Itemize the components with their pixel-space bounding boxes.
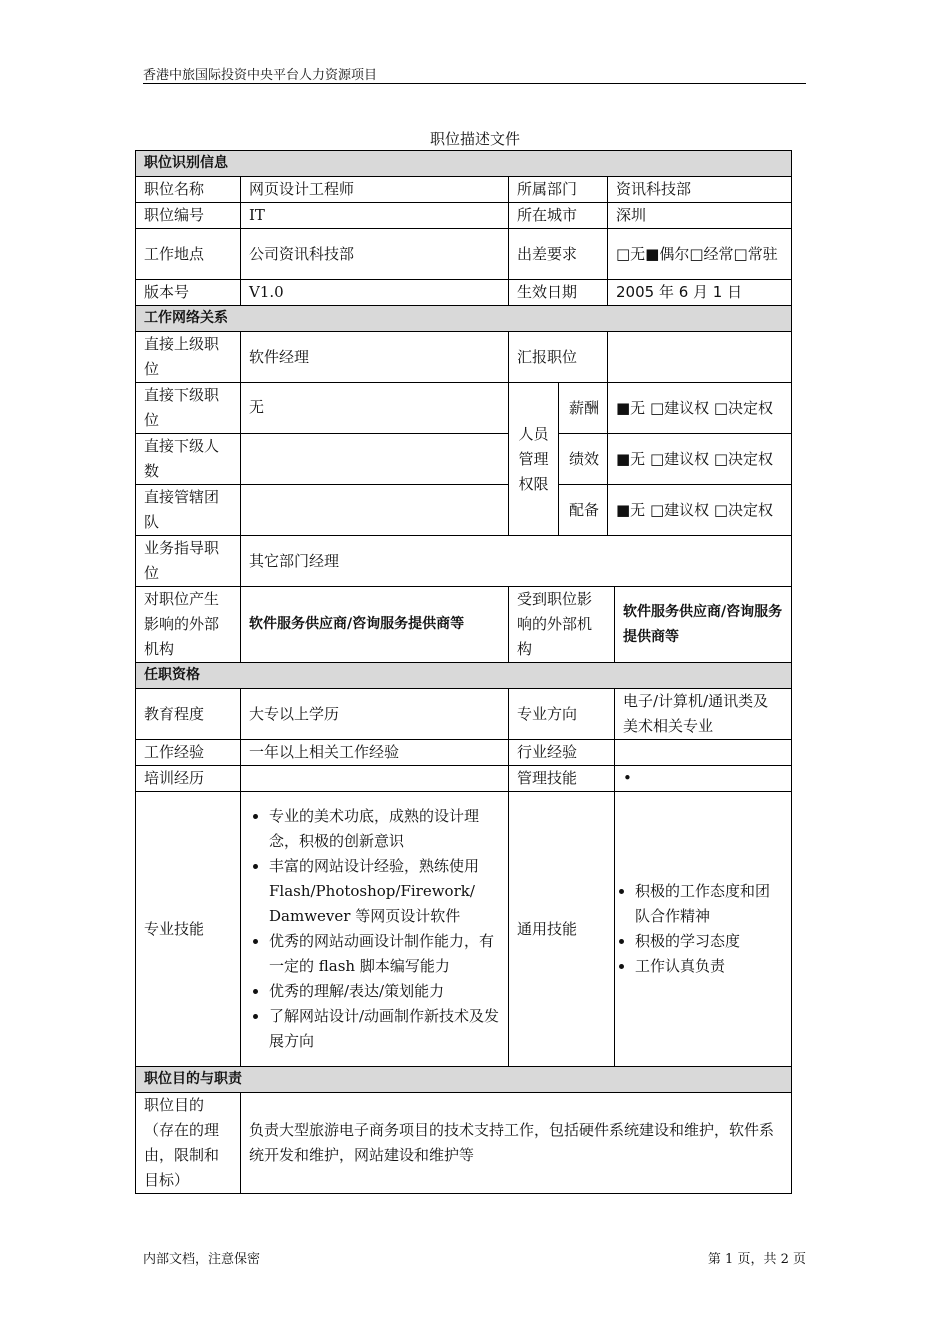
subordinate-count-value xyxy=(241,434,509,485)
pro-skill-item: • 优秀的理解/表达/策划能力 xyxy=(269,979,500,1004)
dept-label: 所属部门 xyxy=(509,177,608,203)
superior-label: 直接上级职位 xyxy=(136,332,241,383)
staffing-label: 配备 xyxy=(559,485,608,536)
footer-confidential: 内部文档，注意保密 xyxy=(143,1252,261,1267)
effective-label: 生效日期 xyxy=(509,280,608,306)
mgmt-label: 管理技能 xyxy=(509,766,615,792)
major-value: 电子/计算机/通讯类及美术相关专业 xyxy=(615,689,792,740)
general-skill-item: • 积极的学习态度 xyxy=(635,929,783,954)
position-name-label: 职位名称 xyxy=(136,177,241,203)
city-value: 深圳 xyxy=(608,203,792,229)
city-label: 所在城市 xyxy=(509,203,608,229)
influence-out-label: 对职位产生影响的外部机构 xyxy=(136,587,241,663)
influence-out-value: 软件服务供应商/咨询服务提供商等 xyxy=(241,587,509,663)
section-network: 工作网络关系 xyxy=(136,306,792,332)
superior-value: 软件经理 xyxy=(241,332,509,383)
job-description-table xyxy=(135,150,792,1194)
header-rule xyxy=(143,83,806,84)
influenced-label: 受到职位影响的外部机构 xyxy=(509,587,615,663)
team-label: 直接管辖团队 xyxy=(136,485,241,536)
footer-page-number: 第 1 页，共 2 页 xyxy=(707,1252,806,1267)
section-identity: 职位识别信息 xyxy=(136,151,792,177)
performance-value: ■无 □建议权 □决定权 xyxy=(608,434,792,485)
location-value: 公司资讯科技部 xyxy=(241,229,509,280)
subordinate-value: 无 xyxy=(241,383,509,434)
education-label: 教育程度 xyxy=(136,689,241,740)
general-skill-item: • 工作认真负责 xyxy=(635,954,783,979)
pro-skill-item: • 了解网站设计/动画制作新技术及发展方向 xyxy=(269,1004,500,1054)
team-value xyxy=(241,485,509,536)
salary-value: ■无 □建议权 □决定权 xyxy=(608,383,792,434)
general-skills-cell xyxy=(615,792,792,1067)
industry-value xyxy=(615,740,792,766)
experience-label: 工作经验 xyxy=(136,740,241,766)
purpose-text: 负责大型旅游电子商务项目的技术支持工作，包括硬件系统建设和维护，软件系统开发和维护，网站建设和维护等 xyxy=(241,1093,792,1194)
position-name-value: 网页设计工程师 xyxy=(241,177,509,203)
experience-value: 一年以上相关工作经验 xyxy=(241,740,509,766)
report-label: 汇报职位 xyxy=(509,332,608,383)
travel-label: 出差要求 xyxy=(509,229,608,280)
section-qualification: 任职资格 xyxy=(136,663,792,689)
page-header: 香港中旅国际投资中央平台人力资源项目 xyxy=(143,68,378,83)
pro-skill-item: • 专业的美术功底，成熟的设计理念，积极的创新意识 xyxy=(269,804,500,854)
pro-skills-list xyxy=(249,804,500,1054)
major-label: 专业方向 xyxy=(509,689,615,740)
document-title: 职位描述文件 xyxy=(429,130,520,148)
pro-skill-item: • 丰富的网站设计经验，熟练使用 Flash/Photoshop/Firework/ Damwever 等网页设计软件 xyxy=(269,854,500,929)
authority-label: 人员管理权限 xyxy=(509,383,559,536)
performance-label: 绩效 xyxy=(559,434,608,485)
guide-label: 业务指导职位 xyxy=(136,536,241,587)
education-value: 大专以上学历 xyxy=(241,689,509,740)
training-value xyxy=(241,766,509,792)
travel-value: □无■偶尔□经常□常驻 xyxy=(608,229,792,280)
guide-value: 其它部门经理 xyxy=(241,536,792,587)
pro-skill-item: • 优秀的网站动画设计制作能力，有一定的 flash 脚本编写能力 xyxy=(269,929,500,979)
dept-value: 资讯科技部 xyxy=(608,177,792,203)
general-skill-item: • 积极的工作态度和团队合作精神 xyxy=(635,879,783,929)
training-label: 培训经历 xyxy=(136,766,241,792)
version-label: 版本号 xyxy=(136,280,241,306)
subordinate-label: 直接下级职位 xyxy=(136,383,241,434)
general-skills-list xyxy=(623,879,783,979)
position-code-label: 职位编号 xyxy=(136,203,241,229)
industry-label: 行业经验 xyxy=(509,740,615,766)
report-value xyxy=(608,332,792,383)
section-purpose: 职位目的与职责 xyxy=(136,1067,792,1093)
subordinate-count-label: 直接下级人数 xyxy=(136,434,241,485)
purpose-label: 职位目的（存在的理由，限制和目标） xyxy=(136,1093,241,1194)
version-value: V1.0 xyxy=(241,280,509,306)
effective-value: 2005 年 6 月 1 日 xyxy=(608,280,792,306)
mgmt-value: • xyxy=(615,766,792,792)
staffing-value: ■无 □建议权 □决定权 xyxy=(608,485,792,536)
general-skills-label: 通用技能 xyxy=(509,792,615,1067)
position-code-value: IT xyxy=(241,203,509,229)
location-label: 工作地点 xyxy=(136,229,241,280)
influenced-value: 软件服务供应商/咨询服务提供商等 xyxy=(615,587,792,663)
pro-skills-label: 专业技能 xyxy=(136,792,241,1067)
pro-skills-cell xyxy=(241,792,509,1067)
salary-label: 薪酬 xyxy=(559,383,608,434)
